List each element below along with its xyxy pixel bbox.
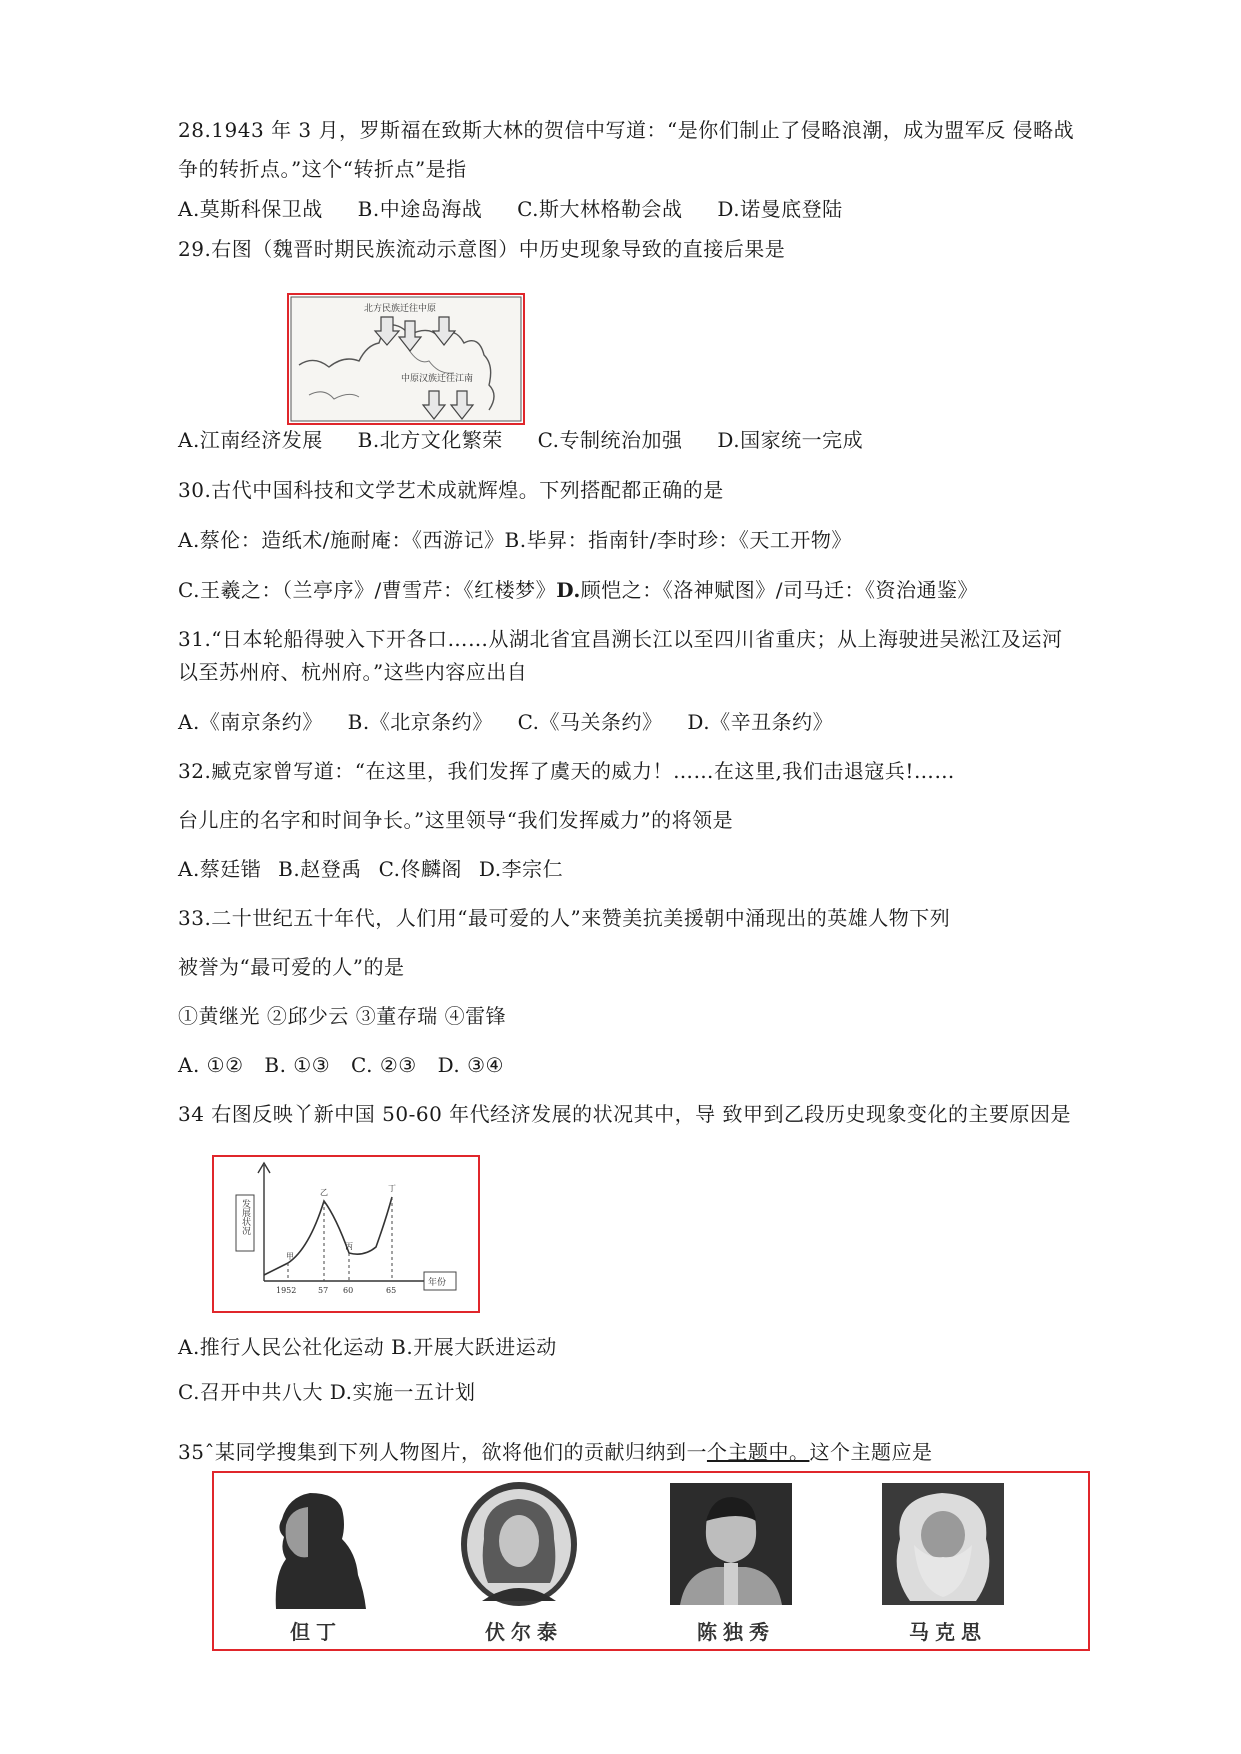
chart-xlabel: 年份 bbox=[428, 1278, 447, 1288]
q32-option-c: C.佟麟阁 bbox=[378, 857, 463, 881]
q33-option-a: A. ①② bbox=[178, 1053, 244, 1077]
chart-point-bing: 丙 bbox=[345, 1242, 353, 1251]
q35-portraits-figure bbox=[212, 1471, 1090, 1651]
q34-stem: 34 右图反映丫新中国 50-60 年代经济发展的状况其中，导 致甲到乙段历史现象变化的主要原因是 bbox=[178, 1102, 1072, 1126]
q30-option-d-marker: D. bbox=[556, 578, 581, 602]
chart-point-jia: 甲 bbox=[286, 1252, 294, 1261]
q30-stem: 30.古代中国科技和文学艺术成就辉煌。下列搭配都正确的是 bbox=[178, 478, 724, 502]
q29-options bbox=[178, 427, 891, 453]
voltaire-portrait-image bbox=[454, 1479, 584, 1609]
map-label-south: 中原汉族迁往江南 bbox=[401, 374, 474, 384]
q30-options-cd bbox=[178, 577, 978, 603]
q28-option-c: C.斯大林格勒会战 bbox=[517, 197, 683, 221]
q31-stem-line1: 31.“日本轮船得驶入下开各口……从湖北省宜昌溯长江以至四川省重庆；从上海驶进吴淞江及运河 bbox=[178, 627, 1063, 651]
portrait-voltaire bbox=[454, 1479, 584, 1609]
chart-tick-1952: 1952 bbox=[276, 1286, 297, 1295]
q35-stem bbox=[178, 1439, 932, 1465]
q34-chart-figure bbox=[212, 1155, 480, 1313]
dante-portrait-image bbox=[246, 1479, 376, 1609]
q28-option-b: B.中途岛海战 bbox=[357, 197, 483, 221]
q33-option-d: D. ③④ bbox=[437, 1053, 504, 1077]
portrait-marx bbox=[878, 1479, 1008, 1609]
q30-option-d: 顾恺之：《洛神赋图》/司马迁：《资治通鉴》 bbox=[580, 578, 979, 602]
q32-stem-line1: 32.臧克家曾写道：“在这里，我们发挥了虞天的威力！……在这里,我们击退寇兵!…… bbox=[178, 759, 955, 783]
q30-options-ab: A.蔡伦：造纸术/施耐庵：《西游记》B.毕昇：指南针/李时珍：《天工开物》 bbox=[178, 528, 852, 552]
q29-option-b: B.北方文化繁荣 bbox=[357, 428, 503, 452]
marx-portrait-image bbox=[878, 1479, 1008, 1609]
q33-stem-line2: 被誉为“最可爱的人”的是 bbox=[178, 955, 405, 979]
q33-options bbox=[178, 1052, 518, 1078]
migration-map-image bbox=[289, 295, 523, 423]
chart-tick-65: 65 bbox=[386, 1286, 397, 1295]
q31-options bbox=[178, 709, 851, 735]
q29-option-c: C.专制统治加强 bbox=[537, 428, 683, 452]
q34-options-line1: A.推行人民公社化运动 B.开展大跃进运动 bbox=[178, 1335, 557, 1359]
q28-options bbox=[178, 196, 871, 222]
q29-stem: 29.右图（魏晋时期民族流动示意图）中历史现象导致的直接后果是 bbox=[178, 237, 786, 261]
q32-options bbox=[178, 856, 573, 882]
q28-option-d: D.诺曼底登陆 bbox=[717, 197, 843, 221]
portrait-dante bbox=[246, 1479, 376, 1609]
q32-stem-line2: 台儿庄的名字和时间争长。”这里领导“我们发挥威力”的将领是 bbox=[178, 808, 734, 832]
q35-stem-start: 35ˆ某同学搜集到下列人物图片，欲将他们的贡献归纳到一 bbox=[178, 1440, 707, 1464]
q32-option-b: B.赵登禹 bbox=[278, 857, 362, 881]
q29-option-d: D.国家统一完成 bbox=[717, 428, 864, 452]
q33-stem-line1: 33.二十世纪五十年代，人们用“最可爱的人”来赞美抗美援朝中涌现出的英雄人物下列 bbox=[178, 906, 951, 930]
q28-stem-line2: 争的转折点。”这个“转折点”是指 bbox=[178, 157, 467, 181]
economy-curve-image bbox=[214, 1157, 478, 1311]
chart-tick-60: 60 bbox=[343, 1286, 354, 1295]
q32-option-a: A.蔡廷锴 bbox=[178, 857, 262, 881]
q31-option-d: D.《辛丑条约》 bbox=[687, 710, 834, 734]
q28-stem-line1: 28.1943 年 3 月，罗斯福在致斯大林的贺信中写道：“是你们制止了侵略浪潮，成为盟军反 侵略战 bbox=[178, 118, 1075, 142]
portrait-chen-duxiu bbox=[666, 1479, 796, 1609]
q29-option-a: A.江南经济发展 bbox=[178, 428, 323, 452]
caption-voltaire: 伏尔泰 bbox=[485, 1620, 563, 1644]
caption-marx: 马克思 bbox=[909, 1620, 987, 1644]
q32-option-d: D.李宗仁 bbox=[478, 857, 564, 881]
q31-option-c: C.《马关条约》 bbox=[517, 710, 663, 734]
q31-stem-line2: 以至苏州府、杭州府。”这些内容应出自 bbox=[178, 660, 528, 684]
q35-stem-end: 这个主题应是 bbox=[809, 1440, 933, 1464]
q31-option-b: B.《北京条约》 bbox=[347, 710, 493, 734]
q33-option-b: B. ①③ bbox=[264, 1053, 331, 1077]
q28-option-a: A.莫斯科保卫战 bbox=[178, 197, 323, 221]
q29-map-figure bbox=[287, 293, 525, 425]
q33-option-c: C. ②③ bbox=[351, 1053, 417, 1077]
map-label-north: 北方民族迁往中原 bbox=[364, 304, 437, 314]
q31-option-a: A.《南京条约》 bbox=[178, 710, 323, 734]
q35-stem-underlined: 个主题中。 bbox=[706, 1440, 810, 1464]
q34-options-line2: C.召开中共八大 D.实施一五计划 bbox=[178, 1380, 476, 1404]
chart-ylabel: 发展状况 bbox=[240, 1199, 250, 1235]
chen-duxiu-portrait-image bbox=[666, 1479, 796, 1609]
q33-items: ①黄继光 ②邱少云 ③董存瑞 ④雷锋 bbox=[178, 1004, 507, 1028]
q30-option-c: C.王羲之：（兰亭序》/曹雪芹：《红楼梦》 bbox=[178, 578, 557, 602]
caption-dante: 但丁 bbox=[290, 1620, 342, 1644]
chart-point-ding: 丁 bbox=[388, 1184, 396, 1193]
chart-point-yi: 乙 bbox=[320, 1188, 328, 1197]
chart-tick-57: 57 bbox=[318, 1286, 329, 1295]
caption-chen-duxiu: 陈独秀 bbox=[697, 1620, 775, 1644]
